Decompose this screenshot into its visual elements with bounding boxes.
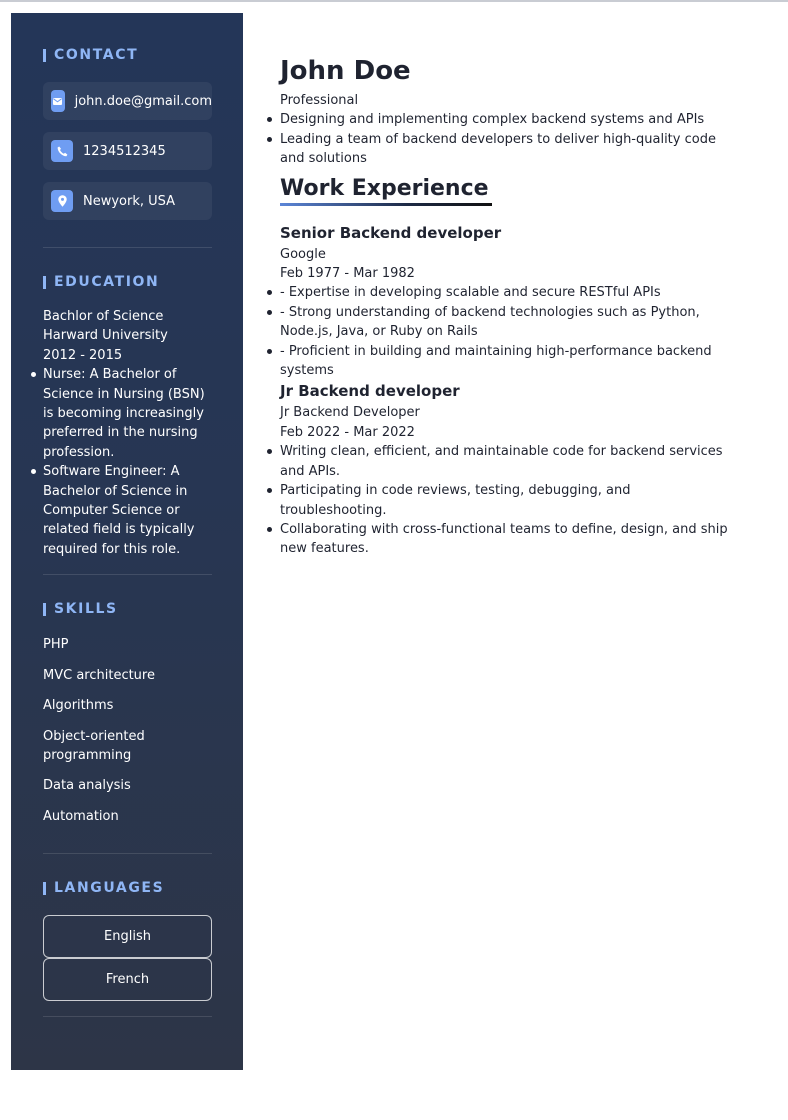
sidebar — [11, 13, 243, 1070]
map-pin-icon — [51, 190, 73, 212]
summary-list — [280, 110, 750, 168]
list-item: Collaborating with cross-functional teams to define, design, and ship new features. — [280, 520, 750, 559]
person-name: John Doe — [280, 56, 411, 86]
list-item: - Proficient in building and maintaining high-performance backend systems — [280, 342, 750, 381]
skills-list — [43, 635, 212, 826]
list-item: Designing and implementing complex backend systems and APIs — [280, 110, 750, 129]
list-item: - Strong understanding of backend technologies such as Python, Node.js, Java, or Ruby on Rails — [280, 303, 750, 342]
contact-title-text: CONTACT — [54, 47, 139, 63]
job-dates: Feb 2022 - Mar 2022 — [280, 424, 415, 440]
skill-item: Object-oriented programming — [43, 728, 145, 763]
list-item: - Expertise in developing scalable and secure RESTful APIs — [280, 283, 750, 302]
language-english[interactable]: English — [43, 915, 212, 958]
section-divider — [43, 247, 212, 248]
contact-phone[interactable] — [43, 132, 212, 170]
section-divider — [43, 574, 212, 575]
skill-item: MVC architecture — [43, 667, 155, 683]
education-years: 2012 - 2015 — [43, 347, 123, 363]
skills-title-text: SKILLS — [54, 601, 118, 618]
title-accent-bar — [43, 276, 46, 289]
skill-item: Data analysis — [43, 778, 131, 794]
education-section-title — [43, 272, 212, 292]
location-text: Newyork, USA — [83, 193, 176, 209]
job-company: Google — [280, 246, 326, 262]
phone-icon — [51, 140, 73, 162]
heading-underline — [280, 203, 492, 206]
list-item: Software Engineer: A Bachelor of Science in Computer Science or related field is typically required for this role. — [43, 462, 212, 559]
list-item: Leading a team of backend developers to deliver high-quality code and solutions — [280, 130, 750, 169]
education-points — [43, 365, 212, 559]
skill-item: Algorithms — [43, 698, 114, 714]
person-role: Professional — [280, 93, 359, 108]
title-accent-bar — [43, 882, 46, 895]
language-french[interactable]: French — [43, 958, 212, 1001]
envelope-icon — [51, 90, 65, 112]
title-accent-bar — [43, 49, 46, 62]
contact-section-title — [43, 45, 212, 65]
education-title-text: EDUCATION — [54, 274, 160, 290]
work-experience-heading — [280, 175, 750, 206]
languages-title-text: LANGUAGES — [54, 880, 165, 897]
list-item: Writing clean, efficient, and maintainable code for backend services and APIs. — [280, 442, 750, 481]
section-divider — [43, 1016, 212, 1017]
contact-email[interactable] — [43, 82, 212, 120]
languages-section-title — [43, 878, 212, 898]
top-border — [0, 0, 788, 2]
job-entry — [280, 223, 750, 381]
education-degree: Bachlor of Science — [43, 309, 164, 324]
job-points — [280, 442, 750, 558]
list-item: Nurse: A Bachelor of Science in Nursing (BSN) is becoming increasingly preferred in the nursing profession. — [43, 365, 212, 462]
job-company: Jr Backend Developer — [280, 405, 420, 421]
job-entry — [280, 381, 750, 558]
phone-text: 1234512345 — [83, 143, 166, 159]
skill-item: PHP — [43, 637, 69, 653]
job-dates: Feb 1977 - Mar 1982 — [280, 266, 415, 282]
title-accent-bar — [43, 603, 46, 616]
skills-section-title — [43, 599, 212, 619]
contact-location — [43, 182, 212, 220]
job-points — [280, 283, 750, 380]
section-divider — [43, 853, 212, 854]
education-school: Harward University — [43, 328, 168, 344]
list-item: Participating in code reviews, testing, debugging, and troubleshooting. — [280, 481, 750, 520]
email-text: john.doe@gmail.com — [74, 93, 212, 109]
main-content — [280, 56, 750, 559]
education-block — [43, 307, 212, 559]
skill-item: Automation — [43, 808, 119, 824]
section-heading: Work Experience — [280, 175, 489, 201]
job-title: Senior Backend developer — [280, 223, 502, 242]
job-title: Jr Backend developer — [280, 382, 460, 401]
